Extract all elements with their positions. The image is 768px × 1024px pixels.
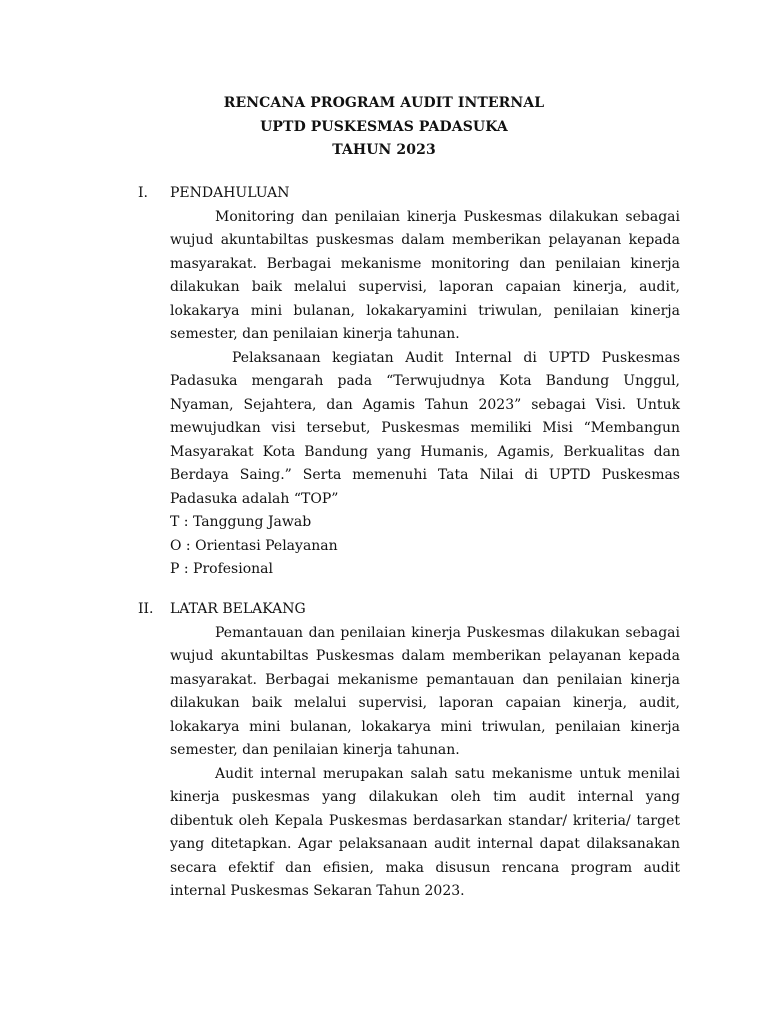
document-title (0, 92, 768, 163)
list-item: T : Tanggung Jawab (170, 514, 312, 530)
title-line-2: UPTD PUSKESMAS PADASUKA (260, 118, 508, 135)
list-item: O : Orientasi Pelayanan (170, 537, 338, 554)
section-heading (138, 182, 680, 206)
title-line-3: TAHUN 2023 (332, 142, 436, 158)
section-pendahuluan (138, 182, 680, 582)
section-title: LATAR BELAKANG (170, 601, 306, 617)
paragraph: Pemantauan dan penilaian kinerja Puskesmas dilakukan sebagai wujud akuntabiltas Puskesmas dalam memberikan pelayanan kepada masyarakat. Berbagai mekanisme pemantauan dan penilaian kinerja dilakukan baik melalui supervisi, laporan capaian kinerja, audit, lokakarya mini bulanan, lokakarya mini triwulan, penilaian kinerja semester, dan penilaian kinerja tahunan. (170, 624, 680, 758)
paragraph: Pelaksanaan kegiatan Audit Internal di UPTD Puskesmas Padasuka mengarah pada “Terwujudnya Kota Bandung Unggul, Nyaman, Sejahtera, dan Agamis Tahun 2023” sebagai Visi. Untuk mewujudkan visi tersebut, Puskesmas memiliki Misi “Membangun Masyarakat Kota Bandung yang Humanis, Agamis, Berkualitas dan Berdaya Saing.” Serta memenuhi Tata Nilai di UPTD Puskesmas Padasuka adalah “TOP” (170, 349, 680, 507)
section-body (170, 206, 680, 582)
title-line-1: RENCANA PROGRAM AUDIT INTERNAL (223, 95, 545, 111)
section-number: I. (138, 185, 148, 201)
section-number: II. (138, 601, 154, 617)
section-title: PENDAHULUAN (170, 185, 290, 201)
section-heading (138, 598, 680, 622)
paragraph: Monitoring dan penilaian kinerja Puskesmas dilakukan sebagai wujud akuntabiltas puskesmas dalam memberikan pelayanan kepada masyarakat. Berbagai mekanisme monitoring dan penilaian kinerja dilakukan baik melalui supervisi, laporan capaian kinerja, audit, lokakarya mini bulanan, lokakaryamini triwulan, penilaian kinerja semester, dan penilaian kinerja tahunan. (170, 208, 680, 342)
list-item: P : Profesional (170, 561, 273, 577)
paragraph: Audit internal merupakan salah satu mekanisme untuk menilai kinerja puskesmas yang dilakukan oleh tim audit internal yang dibentuk oleh Kepala Puskesmas berdasarkan standar/ kriteria/ target yang ditetapkan. Agar pelaksanaan audit internal dapat dilaksanakan secara efektif dan efisien, maka disusun rencana program audit internal Puskesmas Sekaran Tahun 2023. (170, 765, 680, 899)
section-body (170, 622, 680, 904)
section-latar-belakang (138, 598, 680, 904)
